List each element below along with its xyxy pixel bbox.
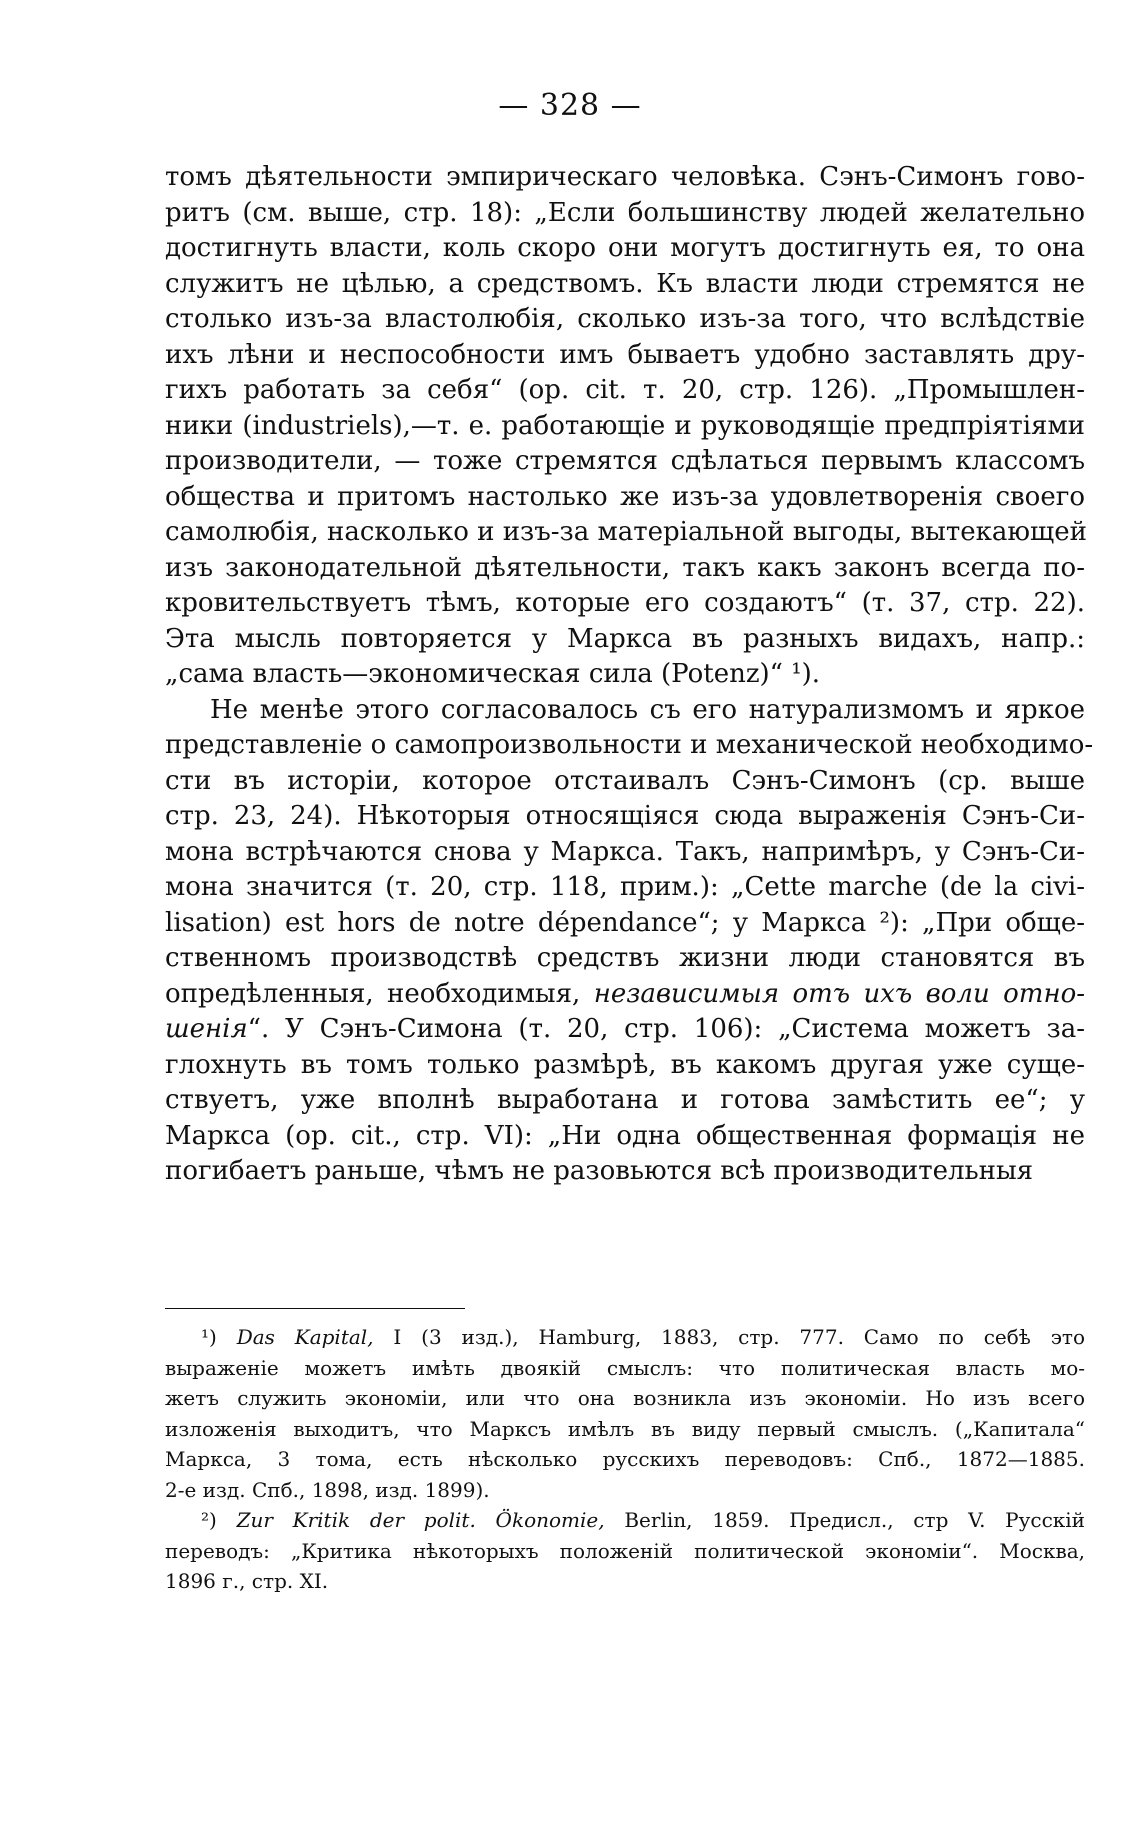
- footnote-2-line: [165, 1505, 1085, 1536]
- footnote-1-marker: ¹): [201, 1325, 217, 1349]
- footnote-1-line: выраженіе можетъ имѣть двоякій смыслъ: что политическая власть мо-: [165, 1355, 1085, 1380]
- text-line: сти въ исторіи, которое отстаивалъ Сэнъ-Симонъ (ср. выше: [165, 765, 1085, 796]
- text-line: гихъ работать за себя“ (op. cit. т. 20, стр. 126). „Промышлен-: [165, 375, 1085, 405]
- text-line: погибаетъ раньше, чѣмъ не разовьются всѣ производительныя: [165, 1156, 1034, 1186]
- text-line: Маркса (op. cit., стр. VI): „Ни одна общественная формація не: [165, 1120, 1085, 1151]
- footnote-divider: [165, 1308, 465, 1309]
- text-line: производители, — тоже стремятся сдѣлаться первымъ классомъ: [165, 446, 1085, 476]
- text-line: Не менѣе этого согласовалось съ его натурализмомъ и яркое: [210, 694, 1085, 725]
- text-line: томъ дѣятельности эмпирическаго человѣка. Сэнъ-Симонъ гово-: [165, 162, 1085, 192]
- footnote-1-line: [165, 1322, 1085, 1353]
- text-line: мона встрѣчаются снова у Маркса. Такъ, напримѣръ, у Сэнъ-Си-: [165, 836, 1085, 867]
- footnote-2-line: переводъ: „Критика нѣкоторыхъ положеній политической экономіи“. Москва,: [165, 1538, 1085, 1563]
- footnote-2-line: 1896 г., стр. XI.: [165, 1569, 329, 1593]
- text-segment: “. У Сэнъ-Симона (т. 20, стр. 106): „Система можетъ за-: [247, 1014, 1085, 1044]
- text-line: представленіе о самопроизвольности и механической необходимо-: [165, 730, 1094, 760]
- text-line: „сама власть—экономическая сила (Potenz)“ ¹).: [165, 659, 821, 689]
- text-line: изъ законодательной дѣятельности, такъ какъ законъ всегда по-: [165, 552, 1085, 583]
- text-line: служитъ не цѣлью, а средствомъ. Къ власти люди стремятся не: [165, 268, 1085, 299]
- text-line: ихъ лѣни и неспособности имъ бываетъ удобно заставлять дру-: [165, 339, 1085, 370]
- main-text: [165, 160, 1094, 1190]
- text-line: ствуетъ, уже вполнѣ выработана и готова замѣстить ее“; у: [165, 1085, 1085, 1115]
- italic-phrase: шенія: [165, 1014, 248, 1044]
- page-number: — 328 —: [498, 88, 642, 123]
- text-line: общества и притомъ настолько же изъ-за удовлетворенія своего: [165, 481, 1085, 512]
- footnote-1-line: Маркса, 3 тома, есть нѣсколько русскихъ переводовъ: Спб., 1872—1885.: [165, 1447, 1085, 1471]
- text-line: столько изъ-за властолюбія, сколько изъ-за того, что вслѣдствіе: [165, 304, 1085, 334]
- footnote-1-text: I (3 изд.), Hamburg, 1883, стр. 777. Само по себѣ это: [393, 1325, 1086, 1349]
- text-line: достигнуть власти, коль скоро они могутъ достигнуть ея, то она: [165, 233, 1085, 263]
- text-line: кровительствуетъ тѣмъ, которые его создаютъ“ (т. 37, стр. 22).: [165, 588, 1085, 618]
- footnote-1-line: 2-е изд. Спб., 1898, изд. 1899).: [165, 1477, 490, 1502]
- italic-phrase: независимыя отъ ихъ воли отно-: [593, 978, 1086, 1009]
- footnotes: [165, 1322, 1085, 1597]
- text-line: глохнуть въ томъ только размѣрѣ, въ какомъ другая уже суще-: [165, 1049, 1085, 1080]
- footnote-1-title: Das Kapital,: [236, 1325, 374, 1349]
- text-line: Эта мысль повторяется у Маркса въ разныхъ видахъ, напр.:: [165, 623, 1085, 654]
- footnote-2-text: Berlin, 1859. Предисл., стр V. Русскій: [624, 1508, 1086, 1532]
- text-line: lisation) est hors de notre dépendance“; у Маркса ²): „При обще-: [165, 907, 1085, 938]
- text-line: [165, 977, 1085, 1013]
- footnote-2-title: Zur Kritik der polit. Ökonomie,: [236, 1508, 605, 1532]
- text-line: ники (industriels),—т. е. работающіе и руководящіе предпріятіями: [165, 410, 1085, 441]
- text-line: ритъ (см. выше, стр. 18): „Если большинству людей желательно: [165, 197, 1085, 228]
- text-line: мона значится (т. 20, стр. 118, прим.): „Cette marche (de la civi-: [165, 872, 1085, 902]
- text-line: самолюбія, насколько и изъ-за матеріальной выгоды, вытекающей: [165, 517, 1087, 547]
- text-line: стр. 23, 24). Нѣкоторыя относящіяся сюда выраженія Сэнъ-Си-: [165, 801, 1085, 831]
- footnote-2-marker: ²): [201, 1508, 217, 1532]
- footnote-1-line: изложенія выходитъ, что Марксъ имѣлъ въ виду первый смыслъ. („Капитала“: [165, 1416, 1085, 1441]
- text-segment: опредѣленныя, необходимыя,: [165, 978, 581, 1009]
- text-line: ственномъ производствѣ средствъ жизни люди становятся въ: [165, 943, 1085, 973]
- footnote-1-line: жетъ служить экономіи, или что она возникла изъ экономіи. Но изъ всего: [165, 1386, 1085, 1410]
- text-line: [165, 1012, 1085, 1048]
